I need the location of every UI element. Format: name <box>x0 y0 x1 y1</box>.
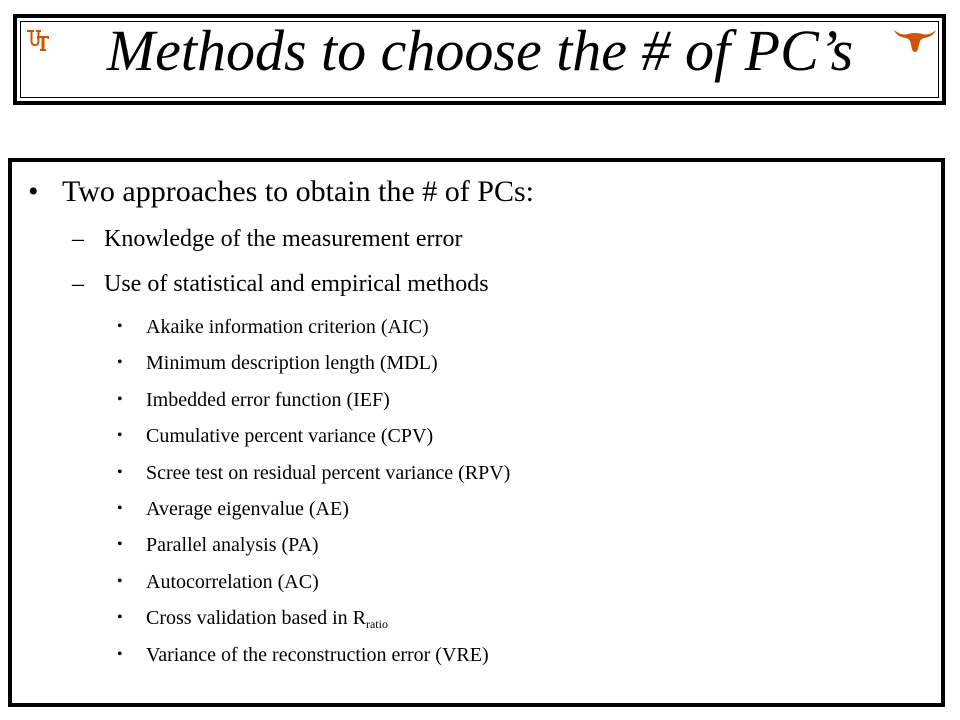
sub-item-text: Knowledge of the measurement error <box>104 226 463 252</box>
method-text <box>146 606 388 636</box>
bullet-marker: • <box>117 463 123 481</box>
bullet-marker: • <box>117 427 123 445</box>
method-text <box>146 388 390 412</box>
main-bullet-text: Two approaches to obtain the # of PCs: <box>62 175 534 208</box>
method-label: Cumulative percent variance (CPV) <box>146 425 434 448</box>
bullet-marker: • <box>117 354 123 372</box>
bullet-marker: • <box>117 609 123 627</box>
bullet-marker: • <box>117 318 123 335</box>
method-label: Variance of the reconstruction error (VRE) <box>146 643 489 666</box>
method-label: Imbedded error function (IEF) <box>146 388 390 411</box>
method-label: Cross validation based in R <box>146 607 366 630</box>
method-subscript: ratio <box>365 617 388 632</box>
bullet-marker: • <box>117 500 123 517</box>
method-label: Akaike information criterion (AIC) <box>146 316 429 338</box>
dash-marker: – <box>72 226 84 252</box>
method-label: Parallel analysis (PA) <box>146 534 319 557</box>
sub-item-text: Use of statistical and empirical methods <box>104 271 489 297</box>
method-text <box>146 424 433 448</box>
bullet-marker: • <box>117 536 123 554</box>
method-text <box>146 497 349 521</box>
method-label: Autocorrelation (AC) <box>146 570 319 593</box>
method-text <box>146 533 319 557</box>
bullet-marker: • <box>117 572 123 590</box>
bullet-marker: • <box>117 645 123 663</box>
bullet-marker: • <box>28 175 39 208</box>
bullet-marker: • <box>117 390 123 408</box>
method-text <box>146 461 510 485</box>
method-label: Average eigenvalue (AE) <box>146 498 349 520</box>
dash-marker: – <box>72 271 84 297</box>
page-title: Methods to choose the # of PC’s <box>106 18 854 83</box>
method-label: Scree test on residual percent variance (RPV) <box>146 461 511 484</box>
method-text <box>146 643 489 667</box>
method-text <box>146 315 429 339</box>
method-text <box>146 351 438 375</box>
method-text <box>146 570 319 594</box>
method-label: Minimum description length (MDL) <box>146 352 438 375</box>
